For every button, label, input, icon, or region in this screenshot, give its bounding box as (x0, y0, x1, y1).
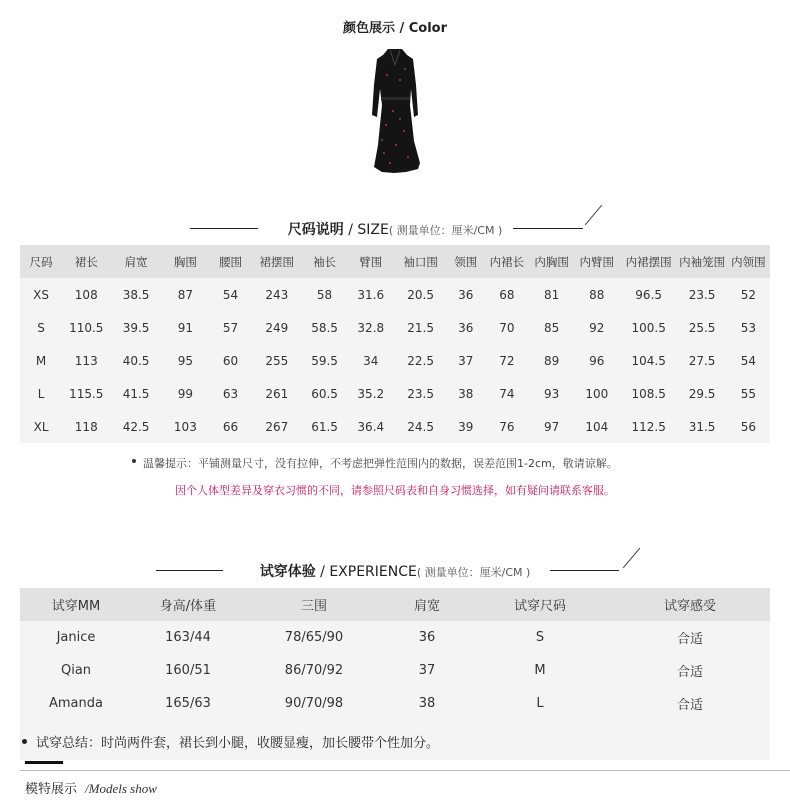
size-cell: 104 (585, 419, 609, 434)
size-table (20, 245, 770, 443)
size-cell: 38 (458, 386, 474, 401)
size-cell: 31.5 (688, 419, 716, 434)
size-cell: 52 (740, 287, 756, 302)
experience-table (20, 588, 770, 720)
size-cell: 76 (499, 419, 515, 434)
size-cell: 88 (589, 287, 605, 302)
size-cell: 118 (74, 419, 98, 434)
size-cell: 115.5 (69, 386, 104, 401)
size-table-row (20, 344, 770, 377)
size-cell: 55 (740, 386, 756, 401)
size-cell: 103 (173, 419, 197, 434)
size-cell: 27.5 (688, 353, 716, 368)
size-table-header (20, 245, 770, 278)
exp-unit: ( 测量单位：厘米/CM ) (416, 566, 531, 579)
exp-header-cell: 试穿MM (20, 588, 132, 621)
size-cell: 60.5 (311, 386, 338, 401)
size-cell: 95 (177, 353, 194, 368)
size-cell: 58 (316, 287, 333, 302)
size-cell: 92 (589, 320, 605, 335)
size-cell: 68 (499, 287, 515, 302)
exp-title-cn: 试穿体验 (259, 564, 316, 580)
size-cell: 113 (74, 353, 98, 368)
size-cell: 39 (458, 419, 474, 434)
models-divider (20, 770, 790, 771)
exp-cell: 37 (418, 663, 436, 678)
size-cell: 89 (543, 353, 560, 368)
exp-cell: 合适 (676, 698, 703, 713)
size-unit: ( 测量单位：厘米/CM ) (388, 224, 503, 237)
size-cell: 261 (265, 386, 289, 401)
size-cell: M (35, 353, 47, 368)
size-cell: 40.5 (122, 353, 150, 368)
exp-cell: 165/63 (165, 696, 211, 711)
size-title-en: / SIZE (348, 222, 389, 238)
size-header-cell: 领围 (447, 245, 484, 278)
exp-cell: S (535, 630, 545, 645)
size-header-cell: 内裙长 (484, 245, 529, 278)
color-section-title: 颜色展示 / Color (342, 21, 448, 36)
size-cell: 24.5 (407, 419, 434, 434)
size-cell: 85 (543, 320, 560, 335)
size-cell: XS (33, 287, 49, 302)
size-table-row (20, 311, 770, 344)
size-cell: 22.5 (407, 353, 434, 368)
size-cell: 23.5 (688, 287, 716, 302)
size-cell: 53 (740, 320, 756, 335)
size-header-cell: 臂围 (348, 245, 394, 278)
measurement-tip: 温馨提示：平铺测量尺寸，没有拉伸，不考虑把弹性范围内的数据，误差范围1-2cm，敬请谅解。 (143, 457, 618, 470)
size-cell: 58.5 (311, 320, 338, 335)
size-cell: 23.5 (407, 386, 434, 401)
size-header-cell: 袖口围 (394, 245, 447, 278)
exp-header-cell: 三围 (244, 588, 384, 621)
size-cell: 37 (458, 353, 474, 368)
size-cell: 39.5 (122, 320, 150, 335)
size-cell: 21.5 (407, 320, 434, 335)
size-cell: 70 (499, 320, 515, 335)
size-cell: 100.5 (631, 320, 666, 335)
size-cell: 110.5 (69, 320, 104, 335)
size-cell: 108.5 (631, 386, 666, 401)
exp-cell: 86/70/92 (284, 663, 344, 678)
exp-header-cell: 身高/体重 (132, 588, 244, 621)
exp-header-cell: 试穿尺码 (470, 588, 610, 621)
size-cell: 81 (543, 287, 560, 302)
size-header-cell: 裙摆围 (252, 245, 301, 278)
size-header-cell: 胸围 (162, 245, 209, 278)
size-title-cn: 尺码说明 (287, 222, 344, 238)
size-header-cell: 裙长 (62, 245, 110, 278)
exp-cell: 163/44 (165, 630, 211, 645)
size-cell: 100 (585, 386, 609, 401)
models-accent-bar (25, 761, 63, 764)
exp-section-title (0, 561, 790, 581)
dress-image (360, 45, 430, 175)
models-show-heading (25, 778, 157, 797)
exp-cell: M (534, 663, 546, 678)
size-cell: 41.5 (122, 386, 150, 401)
size-cell: S (37, 320, 45, 335)
exp-cell: 合适 (676, 632, 703, 647)
size-section-title (0, 219, 790, 239)
size-cell: 96.5 (635, 287, 663, 302)
size-cell: 59.5 (311, 353, 338, 368)
size-header-cell: 内胸围 (530, 245, 574, 278)
models-label-en: /Models show (85, 781, 157, 796)
size-cell: 108 (74, 287, 98, 302)
size-table-row (20, 377, 770, 410)
size-cell: 35.2 (357, 386, 385, 401)
size-cell: 63 (222, 386, 239, 401)
exp-cell: 160/51 (165, 663, 211, 678)
exp-cell: Qian (60, 663, 92, 678)
size-cell: 29.5 (688, 386, 716, 401)
exp-cell: 36 (418, 630, 436, 645)
exp-cell: 38 (418, 696, 436, 711)
size-cell: 60 (222, 353, 239, 368)
size-table-row (20, 410, 770, 443)
size-cell: 74 (499, 386, 515, 401)
size-header-cell: 尺码 (20, 245, 62, 278)
size-cell: 72 (499, 353, 515, 368)
size-cell: 249 (265, 320, 289, 335)
size-cell: 36 (458, 287, 474, 302)
size-cell: 32.8 (357, 320, 385, 335)
size-cell: XL (33, 419, 49, 434)
exp-cell: Janice (56, 630, 96, 645)
size-cell: 97 (543, 419, 560, 434)
size-header-cell: 内裙摆围 (620, 245, 678, 278)
exp-cell: 78/65/90 (284, 630, 344, 645)
summary-bullet (22, 739, 27, 744)
size-cell: 36 (458, 320, 474, 335)
exp-table-row (20, 654, 770, 687)
fit-notice: 因个人体型差异及穿衣习惯的不同，请参照尺码表和自身习惯选择，如有疑问请联系客服。 (175, 484, 615, 497)
exp-cell: 合适 (676, 665, 703, 680)
size-cell: 87 (177, 287, 194, 302)
size-cell: 93 (543, 386, 560, 401)
exp-table-row (20, 687, 770, 720)
size-cell: 243 (265, 287, 289, 302)
size-cell: 61.5 (311, 419, 338, 434)
exp-cell: 90/70/98 (284, 696, 344, 711)
exp-table-header (20, 588, 770, 621)
exp-title-en: / EXPERIENCE (320, 564, 417, 580)
size-cell: 38.5 (122, 287, 150, 302)
size-header-cell: 内袖笼围 (677, 245, 726, 278)
size-cell: 96 (589, 353, 605, 368)
size-cell: 66 (222, 419, 239, 434)
size-header-cell: 肩宽 (110, 245, 161, 278)
size-cell: 112.5 (631, 419, 666, 434)
exp-header-cell: 肩宽 (384, 588, 470, 621)
size-cell: 36.4 (357, 419, 385, 434)
size-cell: 25.5 (688, 320, 716, 335)
models-label-cn: 模特展示 (25, 782, 78, 797)
size-cell: 54 (222, 287, 239, 302)
exp-cell: L (536, 696, 544, 711)
size-table-row (20, 278, 770, 311)
size-cell: 42.5 (122, 419, 150, 434)
trial-summary: 试穿总结：时尚两件套，裙长到小腿，收腰显瘦，加长腰带个性加分。 (36, 736, 440, 751)
exp-table-row (20, 621, 770, 654)
tip-bullet (132, 459, 136, 463)
size-header-cell: 内臂围 (574, 245, 620, 278)
size-header-cell: 袖长 (301, 245, 347, 278)
size-cell: 20.5 (407, 287, 434, 302)
exp-header-cell: 试穿感受 (610, 588, 770, 621)
size-cell: 104.5 (631, 353, 666, 368)
exp-cell: Amanda (49, 696, 103, 711)
size-header-cell: 腰围 (209, 245, 252, 278)
size-cell: L (37, 386, 45, 401)
size-cell: 267 (265, 419, 289, 434)
size-cell: 34 (363, 353, 379, 368)
size-cell: 91 (177, 320, 194, 335)
size-cell: 56 (740, 419, 756, 434)
size-cell: 54 (740, 353, 756, 368)
size-cell: 31.6 (357, 287, 385, 302)
size-cell: 57 (222, 320, 239, 335)
size-cell: 255 (265, 353, 289, 368)
size-header-cell: 内领围 (727, 245, 770, 278)
size-cell: 99 (177, 386, 194, 401)
